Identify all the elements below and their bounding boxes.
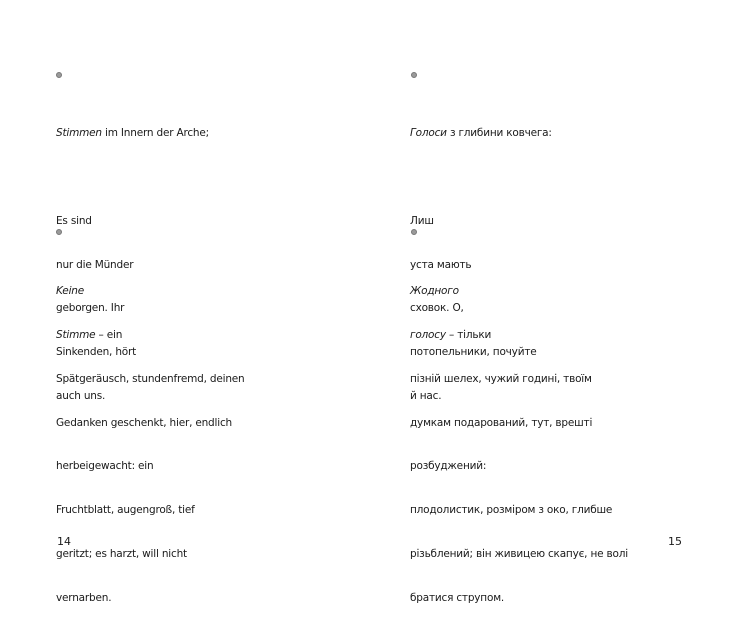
italic-word: Keine [56, 285, 85, 298]
verse-line: Spätgeräusch, stundenfremd, deinen [56, 372, 245, 385]
verse-line: уста мають [410, 258, 472, 271]
verse-line: розбуджений: [410, 460, 487, 473]
section-bullet-icon [56, 229, 62, 235]
section-bullet-icon [411, 72, 417, 78]
left-section-2: Keine Stimme – ein Spätgeräusch, stundenfremd, deinen Gedanken geschenkt, hier, endlich herbeigewacht: ein Fruchtblatt, augengroß, tief geritzt; es harzt, will nicht vernarben. [56, 285, 245, 604]
left-page [0, 0, 368, 604]
verse-line: потопельники, почуйте [410, 346, 537, 359]
verse-line: geritzt; es harzt, will nicht [56, 547, 187, 560]
verse-line: різьблений; він живицею скапує, не волі [410, 547, 628, 560]
verse-line: сховок. О, [410, 302, 464, 315]
verse-line: herbeigewacht: ein [56, 460, 154, 473]
italic-word: Жодного [410, 285, 459, 298]
verse-line: vernarben. [56, 591, 112, 604]
verse-line: nur die Münder [56, 258, 134, 271]
italic-word: голосу [410, 328, 446, 341]
verse-line: плодолистик, розміром з око, глибше [410, 504, 613, 517]
verse-line: Es sind [56, 214, 92, 227]
verse-line: auch uns. [56, 389, 106, 402]
section-bullet-icon [411, 229, 417, 235]
verse-line: думкам подарований, тут, врешті [410, 416, 593, 429]
verse-line: Sinkenden, hört [56, 346, 137, 359]
verse-line: Gedanken geschenkt, hier, endlich [56, 416, 232, 429]
right-section-2: Жодного голосу – тільки пізній шелех, чужий годині, твоїм думкам подарований, тут, врешті розбуджений: плодолистик, розміром з око, глибше різьблений; він живицею скапує, не волі братися струпом. [410, 285, 628, 604]
page-number: 14 [57, 535, 71, 548]
page-number: 15 [668, 535, 682, 548]
italic-word: Stimme [56, 328, 96, 341]
verse-line: пізній шелех, чужий годині, твоїм [410, 372, 592, 385]
verse-line: Fruchtblatt, augengroß, tief [56, 504, 195, 517]
verse-line: й нас. [410, 389, 442, 402]
italic-word: Stimmen [56, 127, 102, 140]
right-page [368, 0, 737, 604]
verse-line: Лиш [410, 214, 434, 227]
verse-line: geborgen. Ihr [56, 302, 125, 315]
right-section-1-first-line: Голоси з глибини ковчега: [410, 127, 552, 140]
italic-word: Голоси [410, 127, 447, 140]
section-bullet-icon [56, 72, 62, 78]
left-section-1-first-line: Stimmen im Innern der Arche; [56, 127, 209, 140]
verse-line: братися струпом. [410, 591, 505, 604]
